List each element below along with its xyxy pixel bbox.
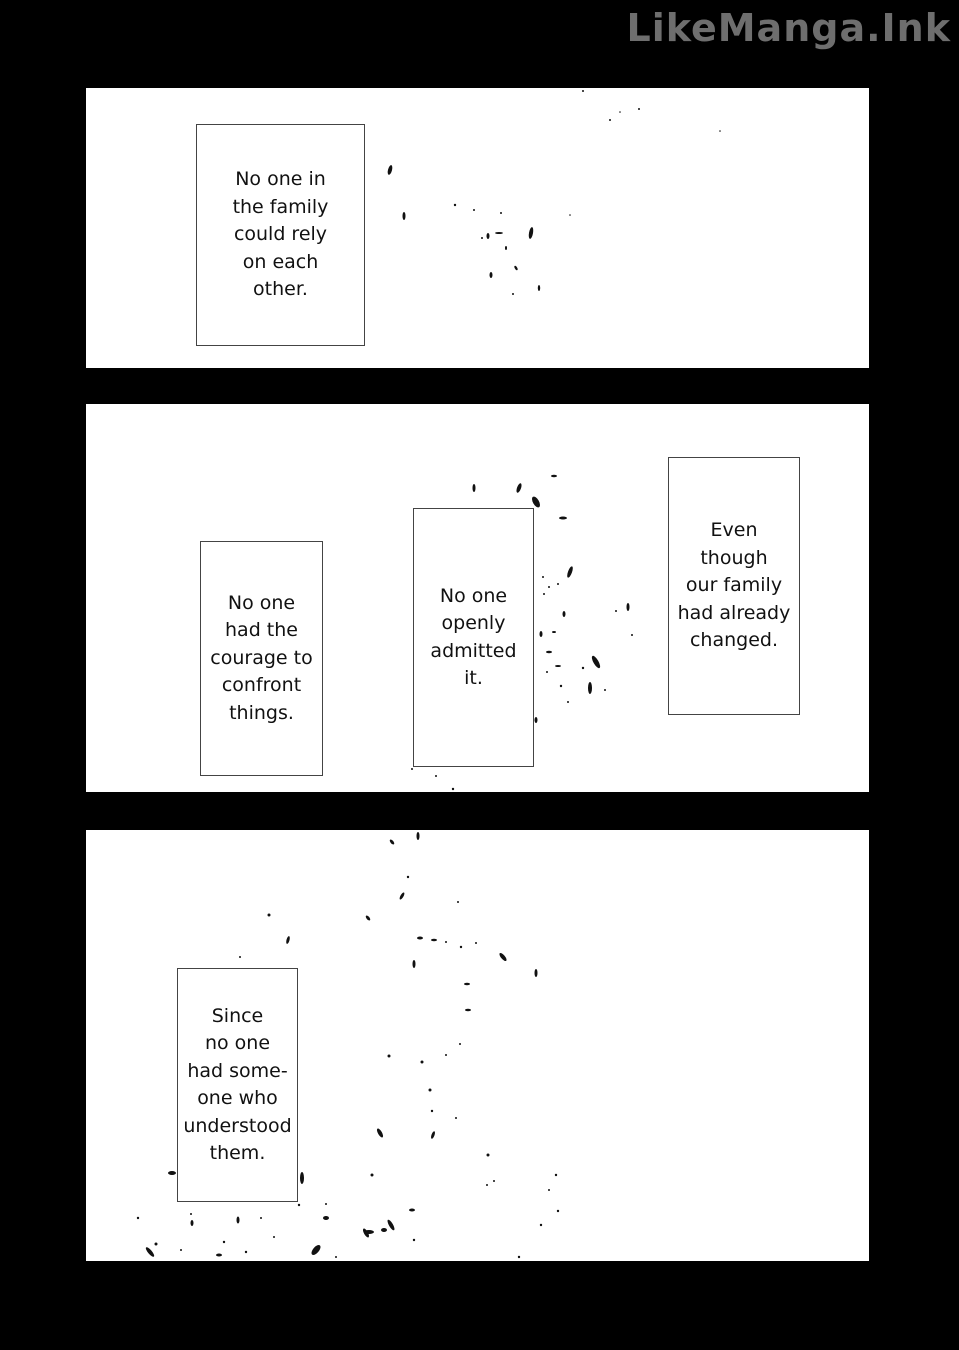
manga-panel-3 bbox=[86, 830, 869, 1261]
caption-text: Even though our family had already changed. bbox=[677, 519, 791, 652]
manga-panel-1 bbox=[86, 88, 869, 368]
caption-text: No one had the courage to confront things. bbox=[210, 591, 313, 724]
caption-box bbox=[668, 457, 800, 715]
manga-panel-2 bbox=[86, 404, 869, 792]
watermark-logo: LikeManga.Ink bbox=[626, 6, 951, 50]
caption-text: No one in the family could rely on each other. bbox=[232, 168, 329, 301]
caption-box bbox=[200, 541, 323, 776]
caption-text: Since no one had some- one who understood them. bbox=[183, 1004, 292, 1164]
caption-box bbox=[413, 508, 534, 767]
caption-text: No one openly admitted it. bbox=[430, 584, 517, 689]
caption-box bbox=[196, 124, 365, 346]
caption-box bbox=[177, 968, 298, 1202]
